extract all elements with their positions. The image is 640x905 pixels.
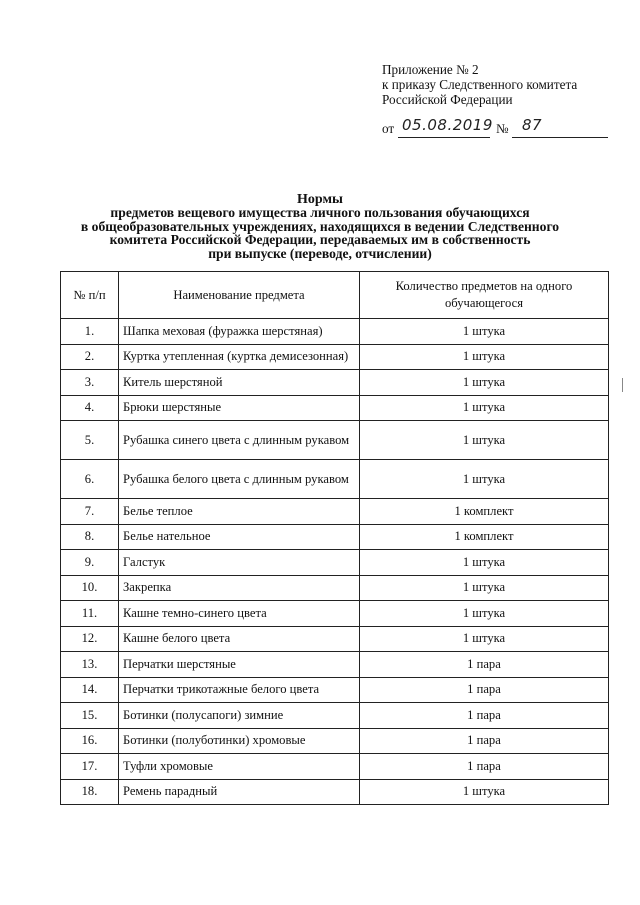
row-num: 6. [61,460,119,499]
table-row [61,728,609,754]
row-name: Кашне темно-синего цвета [119,601,360,627]
row-qty: 1 пара [360,754,609,780]
date-prefix: от [382,121,395,136]
table-row [61,460,609,499]
number-prefix: № [496,121,509,136]
row-qty: 1 штука [360,370,609,396]
row-num: 13. [61,652,119,678]
date-underline [398,137,490,138]
row-name: Белье теплое [119,499,360,525]
row-name: Закрепка [119,575,360,601]
norms-table [60,271,609,805]
row-name: Рубашка синего цвета с длинным рукавом [119,421,360,460]
row-name: Туфли хромовые [119,754,360,780]
table-row [61,754,609,780]
row-qty: 1 штука [360,319,609,345]
row-num: 2. [61,344,119,370]
header-qty: Количество предметов на одного обучающегося [360,272,609,319]
annex-number: Приложение № 2 [382,62,479,77]
row-name: Белье нательное [119,524,360,550]
row-num: 5. [61,421,119,460]
table-row [61,677,609,703]
row-qty: 1 комплект [360,524,609,550]
title-heading: Нормы [297,192,343,207]
row-qty: 1 штука [360,779,609,805]
row-name: Ботинки (полусапоги) зимние [119,703,360,729]
row-num: 4. [61,395,119,421]
row-qty: 1 пара [360,652,609,678]
annex-organization: Российской Федерации [382,92,513,107]
row-qty: 1 пара [360,728,609,754]
row-num: 15. [61,703,119,729]
row-name: Кашне белого цвета [119,626,360,652]
row-name: Галстук [119,550,360,576]
table-row [61,421,609,460]
row-num: 8. [61,524,119,550]
row-name: Китель шерстяной [119,370,360,396]
row-qty: 1 комплект [360,499,609,525]
row-num: 1. [61,319,119,345]
handwritten-number: 87 [522,116,543,134]
table-row [61,319,609,345]
table-row [61,652,609,678]
row-qty: 1 штука [360,344,609,370]
row-name: Перчатки шерстяные [119,652,360,678]
header-num: № п/п [61,272,119,319]
title-line: в общеобразовательных учреждениях, находящихся в ведении Следственного [80,218,560,234]
document-title [40,193,600,260]
row-name: Брюки шерстяные [119,395,360,421]
handwritten-date: 05.08.2019 [402,116,493,134]
table-row [61,370,609,396]
table-row [61,601,609,627]
annex-date-row [382,116,622,139]
row-qty: 1 штука [360,421,609,460]
row-qty: 1 пара [360,703,609,729]
table-row [61,499,609,525]
title-line: комитета Российской Федерации, передаваемых им в собственность [109,232,531,248]
annex-order-ref: к приказу Следственного комитета [382,77,578,92]
title-line: при выпуске (переводе, отчислении) [208,245,432,261]
row-name: Куртка утепленная (куртка демисезонная) [119,344,360,370]
table-row [61,779,609,805]
row-num: 11. [61,601,119,627]
row-qty: 1 штука [360,601,609,627]
row-name: Ботинки (полуботинки) хромовые [119,728,360,754]
row-name: Ремень парадный [119,779,360,805]
table-row [61,703,609,729]
row-qty: 1 пара [360,677,609,703]
row-num: 14. [61,677,119,703]
table-row [61,626,609,652]
table-row [61,524,609,550]
table-row [61,395,609,421]
row-name: Перчатки трикотажные белого цвета [119,677,360,703]
row-num: 12. [61,626,119,652]
row-num: 18. [61,779,119,805]
table-row [61,550,609,576]
row-qty: 1 штука [360,626,609,652]
row-qty: 1 штука [360,395,609,421]
row-num: 3. [61,370,119,396]
row-num: 17. [61,754,119,780]
table-header-row [61,272,609,319]
row-num: 10. [61,575,119,601]
row-qty: 1 штука [360,460,609,499]
row-num: 16. [61,728,119,754]
scan-margin-mark [622,378,623,392]
annex-header [382,62,622,139]
table-row [61,344,609,370]
table-row [61,575,609,601]
number-underline [512,137,608,138]
row-name: Рубашка белого цвета с длинным рукавом [119,460,360,499]
header-name: Наименование предмета [119,272,360,319]
row-qty: 1 штука [360,550,609,576]
row-qty: 1 штука [360,575,609,601]
title-line: предметов вещевого имущества личного пользования обучающихся [110,205,530,221]
row-name: Шапка меховая (фуражка шерстяная) [119,319,360,345]
row-num: 7. [61,499,119,525]
row-num: 9. [61,550,119,576]
